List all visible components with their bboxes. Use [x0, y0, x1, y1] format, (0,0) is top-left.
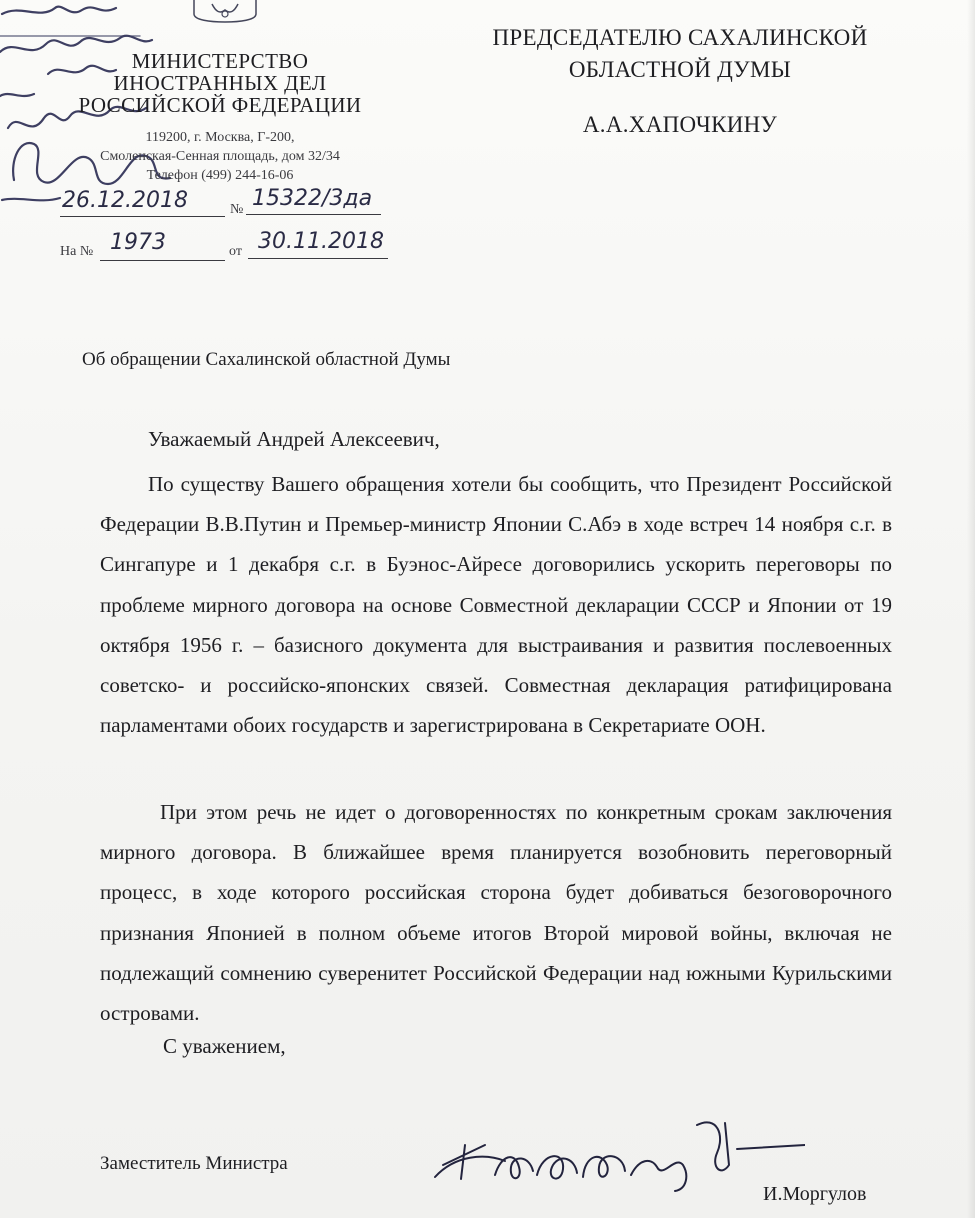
address-line: 119200, г. Москва, Г-200, [145, 130, 295, 145]
addressee-line: ПРЕДСЕДАТЕЛЮ САХАЛИНСКОЙ [492, 25, 868, 50]
outgoing-date: 26.12.2018 [62, 188, 188, 213]
number-label: № [230, 202, 244, 217]
ministry-line: МИНИСТЕРСТВО [131, 49, 309, 73]
ministry-name [70, 50, 370, 116]
reply-from-label: от [229, 244, 242, 259]
reply-to-number: 1973 [110, 230, 166, 255]
signatory-position: Заместитель Министра [100, 1153, 288, 1174]
address-line: Смоленская-Сенная площадь, дом 32/34 [100, 149, 340, 164]
ministry-address [70, 128, 370, 185]
signatory-name: И.Моргулов [763, 1183, 867, 1205]
page-edge-shadow [967, 0, 975, 1218]
reply-to-label: На № [60, 244, 94, 259]
address-line: Телефон (499) 244-16-06 [146, 168, 294, 183]
addressee-title [440, 22, 920, 86]
salutation: Уважаемый Андрей Алексеевич, [148, 427, 440, 451]
ministry-line: РОССИЙСКОЙ ФЕДЕРАЦИИ [78, 93, 362, 117]
addressee-name: А.А.ХАПОЧКИНУ [582, 112, 778, 137]
handwritten-signature [425, 1105, 805, 1195]
reply-to-date: 30.11.2018 [258, 229, 384, 254]
letter-subject: Об обращении Сахалинской областной Думы [82, 349, 451, 370]
closing: С уважением, [163, 1034, 286, 1058]
body-paragraph: По существу Вашего обращения хотели бы сообщить, что Президент Российской Федерации В.В.Путин и Премьер-министр Японии С.Абэ в ходе встреч 14 ноября с.г. в Сингапуре и 1 декабря с.г. в Буэнос-Айресе договорились ускорить переговоры по проблеме мирного договора на основе Совместной декларации СССР и Японии от 19 октября 1956 г. – базисного документа для выстраивания и развития послевоенных советско- и российско-японских связей. Совместная декларация ратифицирована парламентами обоих государств и зарегистрирована в Секретариате ООН. [100, 472, 892, 738]
addressee-line: ОБЛАСТНОЙ ДУМЫ [568, 57, 792, 82]
outgoing-number: 15322/3да [252, 186, 373, 211]
body-paragraph: При этом речь не идет о договоренностях по конкретным срокам заключения мирного договора. В ближайшее время планируется возобновить переговорный процесс, в ходе которого российская сторона будет добиваться безоговорочного признания Японией в полном объеме итогов Второй мировой войны, включая не подлежащий сомнению суверенитет Российской Федерации над южными Курильскими островами. [100, 800, 892, 1026]
coat-of-arms-icon [190, 0, 260, 24]
ministry-line: ИНОСТРАННЫХ ДЕЛ [113, 71, 327, 95]
